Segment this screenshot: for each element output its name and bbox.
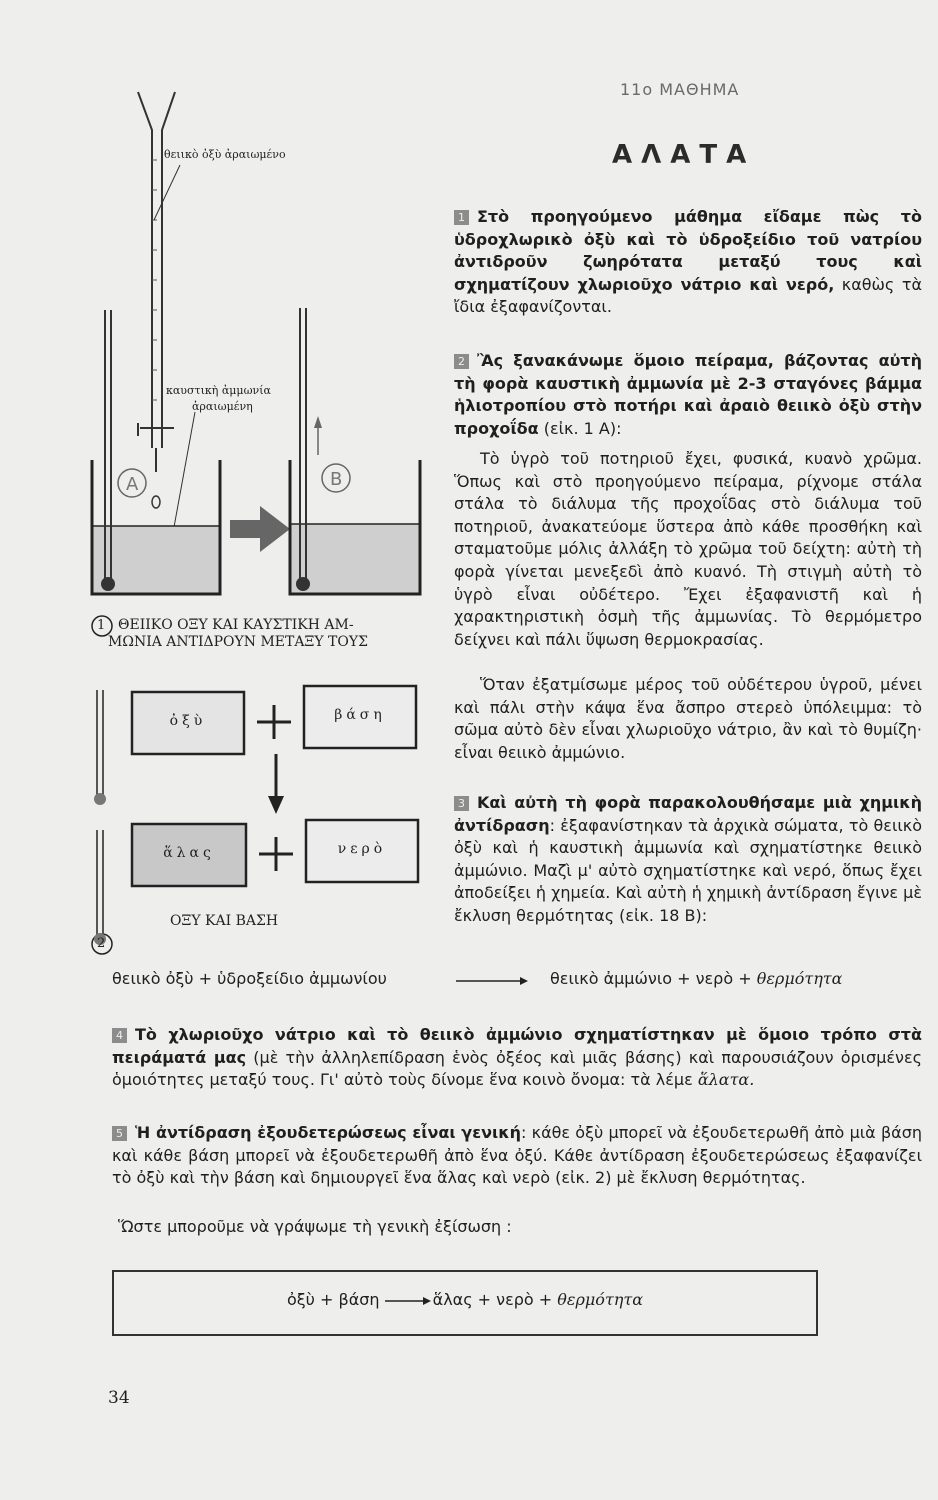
page-number: 34: [108, 1388, 130, 1408]
para-5-lead: Ἡ ἀντίδραση ἐξουδετερώσεως εἶναι γενική: [135, 1123, 522, 1142]
label-acid: θειικὸ ὀξὺ ἀραιωμένο: [164, 148, 286, 161]
general-equation: [112, 1290, 818, 1309]
paragraph-1: [454, 206, 922, 319]
para-5-number: 5: [112, 1126, 127, 1141]
para-2-lead: Ἂς ξανακάνωμε ὅμοιο πείραμα, βάζοντας αὐτὴ τὴ φορὰ καυστικὴ ἀμμωνία μὲ 2-3 σταγόνες βάμμα ἡλιοτροπίου στὸ ποτήρι καὶ ἀραιὸ θειικὸ ὀξὺ στὴν προχοΐδα: [454, 351, 922, 438]
paragraph-4: [112, 1024, 922, 1092]
beaker-b: [290, 308, 420, 594]
equation2-right: ἅλας + νερὸ +: [432, 1290, 558, 1309]
paragraph-5: [112, 1122, 922, 1190]
para-3-number: 3: [454, 796, 469, 811]
paragraph-2-body2: Ὅταν ἐξατμίσωμε μέρος τοῦ οὐδέτερου ὑγροῦ, μένει καὶ πάλι στὴν κάψα ἕνα ἄσπρο στερεὸ ὑπόλειμμα: τὸ σῶμα αὐτὸ δὲν εἶναι χλωριοῦχο νάτριο, ἂν καὶ τὸ θυμίζη· εἶναι θειικὸ ἀμμώνιο.: [454, 675, 922, 762]
experiment-figure: [80, 80, 440, 960]
figure1-caption-line1: ΘΕΙΙΚΟ ΟΞΥ ΚΑΙ ΚΑΥΣΤΙΚΗ ΑΜ-: [118, 617, 354, 633]
equation1-left: θειικὸ ὀξὺ + ὑδροξείδιο ἀμμωνίου: [112, 969, 387, 988]
para-5-text: : κάθε ὀξὺ μπορεῖ νὰ ἐξουδετερωθῆ ἀπὸ μιὰ βάση καὶ κάθε βάση μπορεῖ νὰ ἐξουδετερωθῆ ἀπὸ ἕνα ὀξύ. Κάθε ἀντίδραση ἐξουδετερώσεως ἐξαφανίζει τὸ ὀξὺ καὶ τὴν βάση καὶ δημιουργεῖ ἕνα ἅλας καὶ νερὸ (εἰκ. 2) μὲ ἔκλυση θερμότητας.: [112, 1123, 923, 1188]
equation1-arrow: [456, 975, 530, 987]
lesson-number: 11ο ΜΑΘΗΜΑ: [620, 80, 740, 99]
para-1-rest: καθὼς τὰ ἴδια ἐξαφανίζονται.: [454, 274, 922, 317]
figure2-caption: ΟΞΥ ΚΑΙ ΒΑΣΗ: [170, 913, 279, 929]
equation1-right: [550, 969, 842, 988]
para-4-text: (μὲ τὴν ἀλληλεπίδραση ἑνὸς ὀξέος καὶ μιᾶς βάσης) καὶ παρουσιάζουν ὁρισμένες ὁμοιότητες μεταξύ τους. Γι' αὐτὸ τοὺς δίνομε ἕνα κοινὸ ὄνομα: τὰ λέμε: [112, 1047, 922, 1090]
equation2-left: ὀξὺ + βάση: [286, 1290, 385, 1309]
box-acid: ὀξὺ: [169, 713, 207, 729]
marker-b: B: [330, 469, 343, 490]
para-4-number: 4: [112, 1028, 127, 1043]
equation1-products: θειικὸ ἀμμώνιο + νερὸ +: [550, 969, 757, 988]
equation2-heat: θερμότητα: [557, 1290, 644, 1309]
paragraph-3: [454, 792, 922, 928]
page-title: ΑΛΑΤΑ: [612, 140, 756, 170]
label-ammonia: καυστικὴ ἀμμωνία: [166, 384, 271, 397]
para-1-number: 1: [454, 210, 469, 225]
box-water: νερὸ: [337, 841, 387, 857]
paragraph-5-last: Ὥστε μποροῦμε νὰ γράψωμε τὴ γενικὴ ἐξίσωση :: [118, 1217, 512, 1236]
marker-a: A: [126, 474, 139, 495]
equation2-arrow: [385, 1296, 433, 1306]
para-2-ref: (εἰκ. 1 A):: [538, 418, 622, 438]
box-base: βάση: [334, 707, 386, 723]
para-3-lead: Καὶ αὐτὴ τὴ φορὰ παρακολουθήσαμε μιὰ χημικὴ ἀντίδραση: [454, 793, 922, 835]
label-ammonia-diluted: ἀραιωμένη: [192, 400, 253, 413]
para-1-text: Στὸ προηγούμενο μάθημα εἴδαμε πὼς τὸ ὑδροχλωρικὸ ὀξὺ καὶ τὸ ὑδροξείδιο τοῦ νατρίου ἀντιδροῦν ζωηρότατα μεταξύ τους καὶ σχηματίζουν χλωριοῦχο νάτριο καὶ νερό,: [454, 207, 922, 294]
figure1-caption-line2: ΜΩΝΙΑ ΑΝΤΙΔΡΟΥΝ ΜΕΤΑΞΥ ΤΟΥΣ: [108, 634, 368, 650]
para-2-number: 2: [454, 354, 469, 369]
figure2-number: 2: [97, 936, 106, 951]
para-4-lead: Τὸ χλωριοῦχο νάτριο καὶ τὸ θειικὸ ἀμμώνιο σχηματίστηκαν μὲ ὅμοιο τρόπο στὰ πειράματά μας: [112, 1025, 922, 1067]
para-4-italic: ἅλατα.: [697, 1070, 755, 1090]
equation1-heat: θερμότητα: [756, 969, 843, 988]
figure1-number: 1: [97, 618, 106, 633]
para-3-text: : ἐξαφανίστηκαν τὰ ἀρχικὰ σώματα, τὸ θειικὸ ὀξὺ καὶ ἡ καυστικὴ ἀμμωνία καὶ σχηματίστηκε θειικὸ ἀμμώνιο. Μαζὶ μ' αὐτὸ σχηματίστηκε καὶ νερό, ὅπως ἔχει ἀποδείξει ἡ χημεία. Καὶ αὐτὴ ἡ χημικὴ ἀντίδραση ἔγινε μὲ ἔκλυση θερμότητας (εἰκ. 18 B):: [454, 815, 922, 925]
box-salt: ἅλας: [163, 845, 215, 861]
paragraph-2-body: Τὸ ὑγρὸ τοῦ ποτηριοῦ ἔχει, φυσικά, κυανὸ χρῶμα. Ὅπως καὶ στὸ προηγούμενο πείραμα, ρίχνομε στάλα στάλα τὸ διάλυμα τῆς προχοΐδας στὸ διάλυμα τοῦ ποτηριοῦ, ἀνακατεύομε ὕστερα ἀπὸ κάθε προσθήκη καὶ σταματοῦμε μόλις ἀλλάξη τὸ χρῶμα τοῦ δείχτη: αὐτὴ τὴ φορὰ γίνεται μενεξεδὶ ἀπὸ κυανό. Τὴ στιγμὴ αὐτὴ τὸ ὑγρὸ εἶναι οὐδέτερο. Ἔχει ἐξαφανιστῆ καὶ ἡ χαρακτηριστικὴ ὀσμὴ τῆς ἀμμωνίας. Τὸ θερμόμετρο δείχνει καὶ πάλι ὕψωση θερμοκρασίας.: [454, 449, 922, 649]
paragraph-2: [454, 350, 922, 440]
